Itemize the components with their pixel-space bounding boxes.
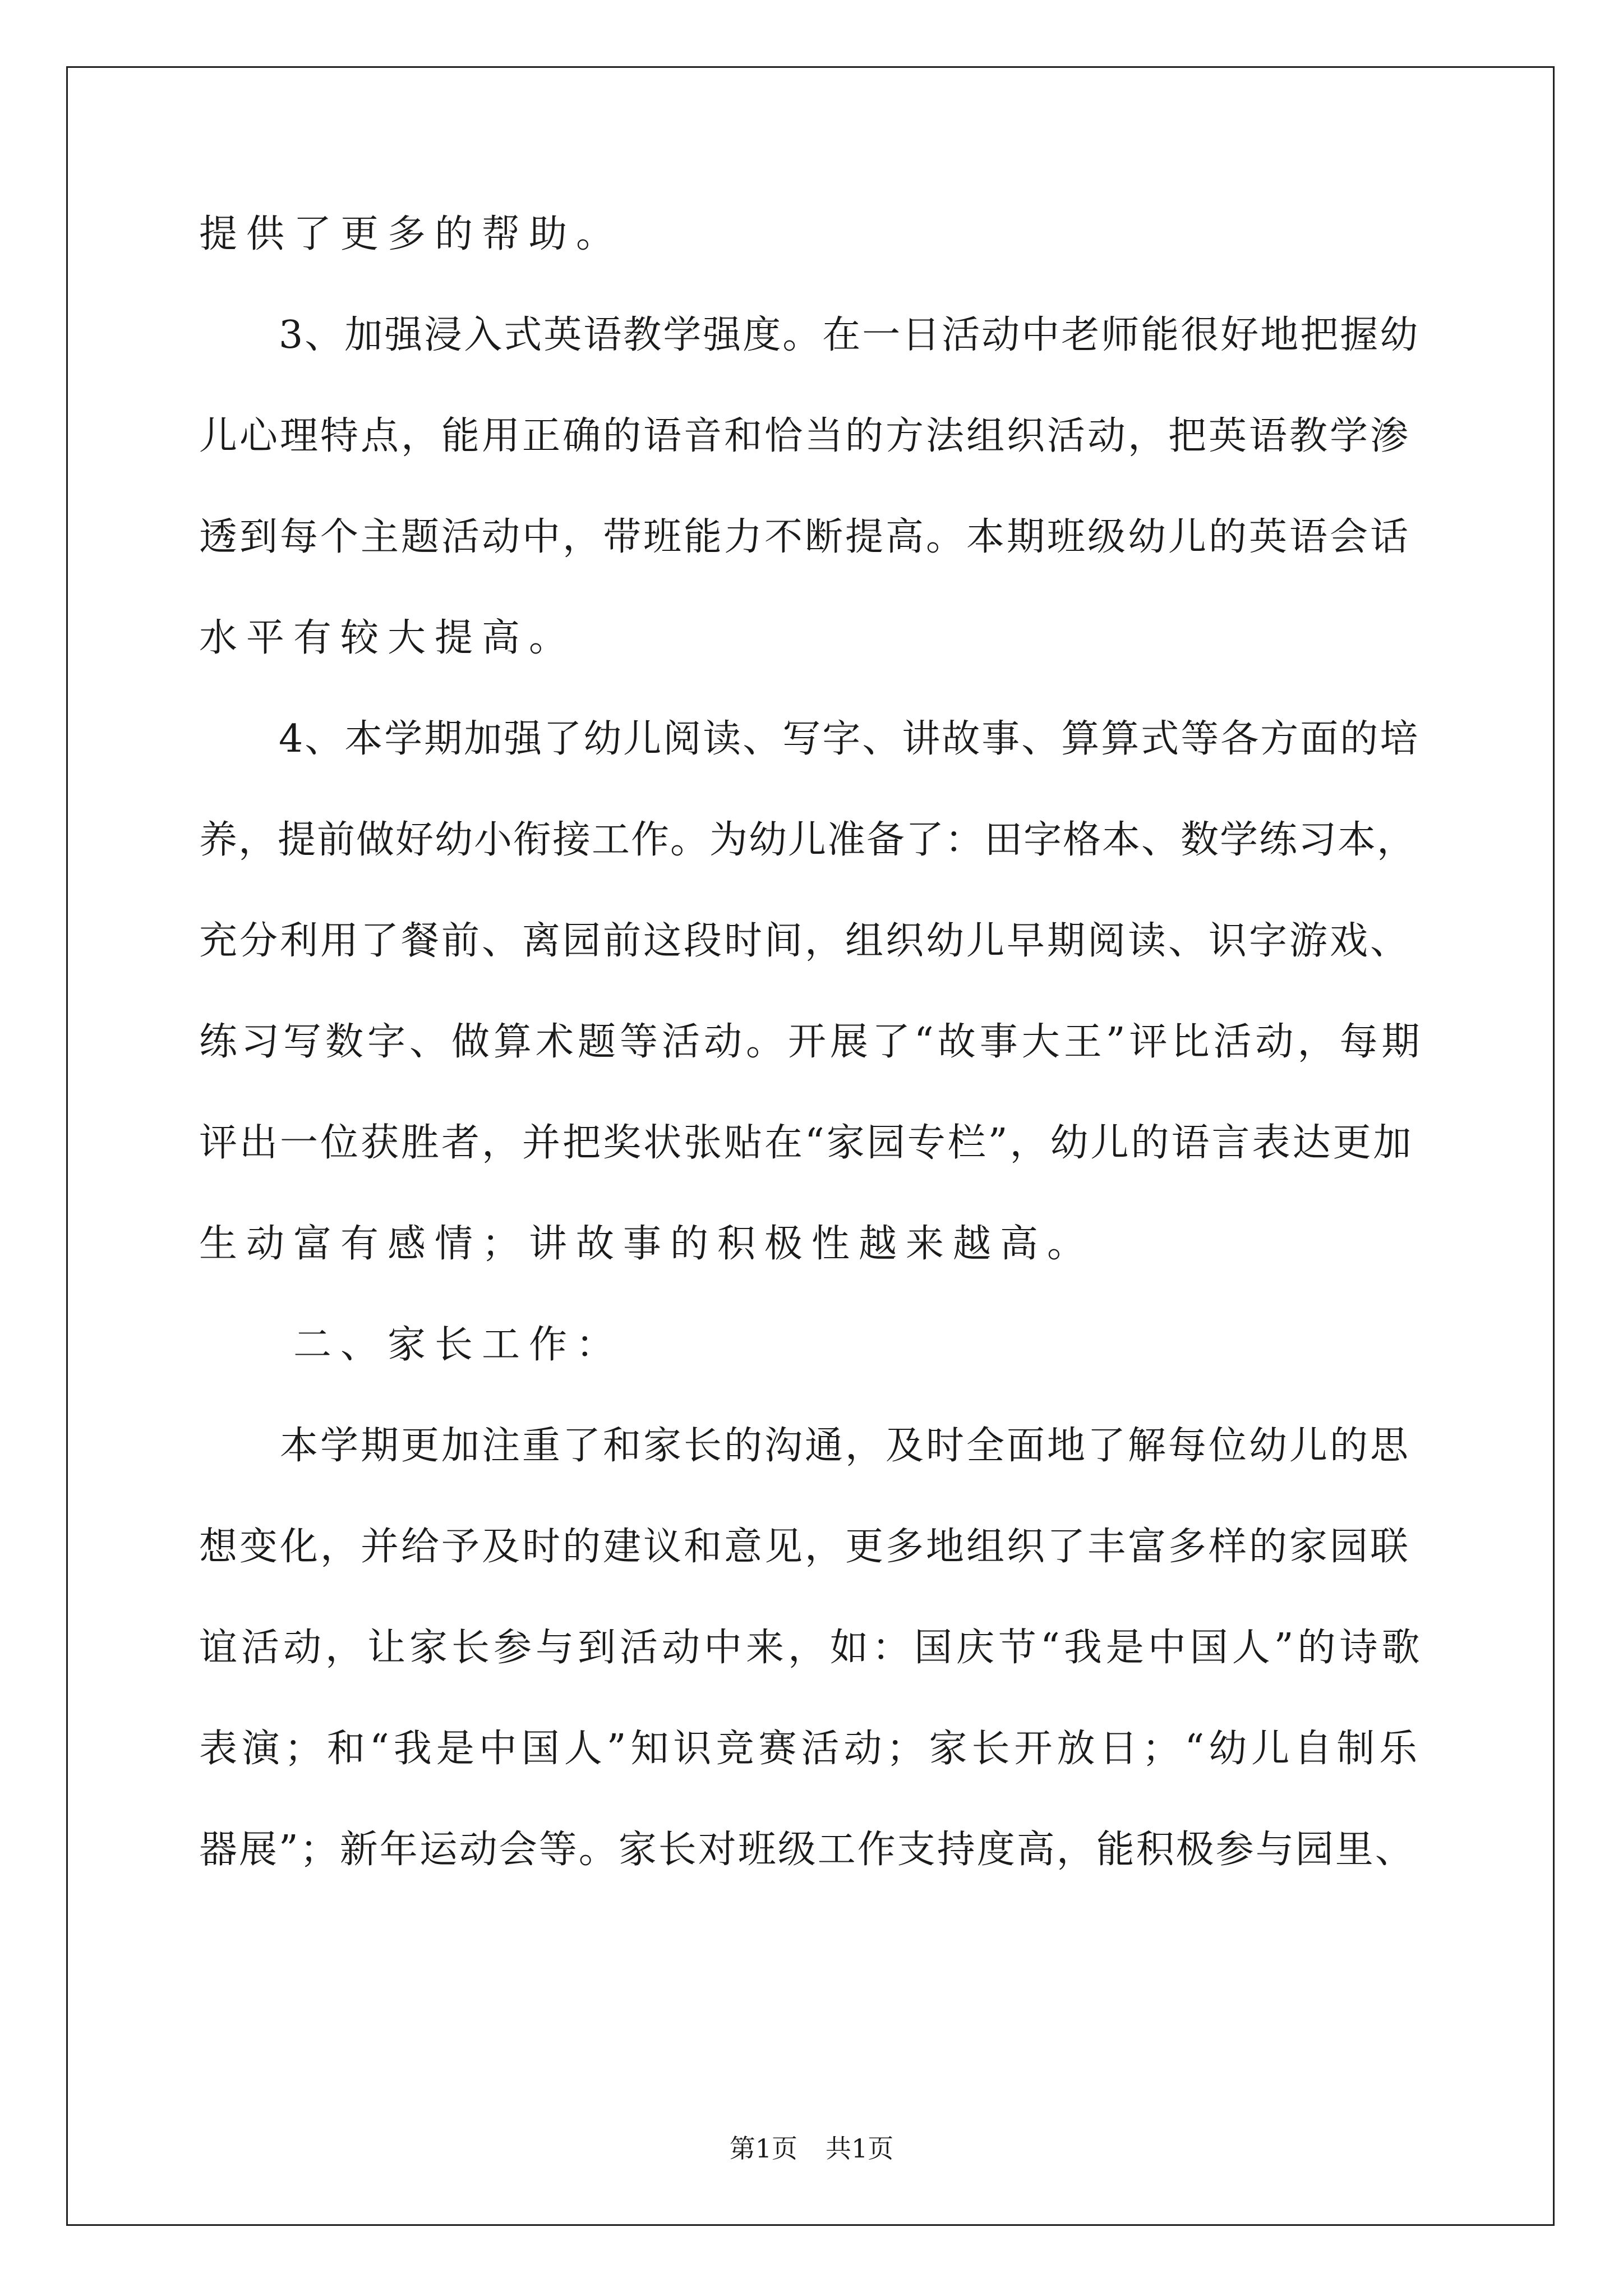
text-line: 4、本学期加强了幼儿阅读、写字、讲故事、算算式等各方面的培 <box>199 717 1420 761</box>
text-line: 水平有较大提高。 <box>199 616 577 660</box>
section-heading: 二、家长工作： <box>199 1323 624 1367</box>
text-line: 想变化，并给予及时的建议和意见，更多地组织了丰富多样的家园联 <box>199 1525 1411 1569</box>
text-line: 谊活动，让家长参与到活动中来，如：国庆节“我是中国人”的诗歌 <box>199 1626 1424 1670</box>
text-line: 本学期更加注重了和家长的沟通，及时全面地了解每位幼儿的思 <box>199 1424 1411 1468</box>
text-line: 器展”；新年运动会等。家长对班级工作支持度高，能积极参与园里、 <box>199 1828 1415 1872</box>
page-footer <box>0 2132 1623 2165</box>
page-number: 第1页 <box>729 2133 797 2164</box>
text-line: 提供了更多的帮助。 <box>199 212 624 256</box>
text-line: 充分利用了餐前、离园前这段时间，组织幼儿早期阅读、识字游戏、 <box>199 919 1411 963</box>
text-line: 表演；和“我是中国人”知识竞赛活动；家长开放日；“幼儿自制乐 <box>199 1727 1422 1771</box>
text-line: 儿心理特点，能用正确的语音和恰当的方法组织活动，把英语教学渗 <box>199 414 1411 458</box>
text-line: 透到每个主题活动中，带班能力不断提高。本期班级幼儿的英语会话 <box>199 515 1411 559</box>
text-line: 养，提前做好幼小衔接工作。为幼儿准备了：田字格本、数学练习本， <box>199 818 1417 862</box>
text-line: 生动富有感情；讲故事的积极性越来越高。 <box>199 1222 1095 1266</box>
page-total: 共1页 <box>826 2133 894 2164</box>
text-line: 练习写数字、做算术题等活动。开展了“故事大王”评比活动，每期 <box>199 1020 1424 1064</box>
text-line: 3、加强浸入式英语教学强度。在一日活动中老师能很好地把握幼 <box>199 313 1420 357</box>
text-line: 评出一位获胜者，并把奖状张贴在“家园专栏”，幼儿的语言表达更加 <box>199 1121 1414 1165</box>
